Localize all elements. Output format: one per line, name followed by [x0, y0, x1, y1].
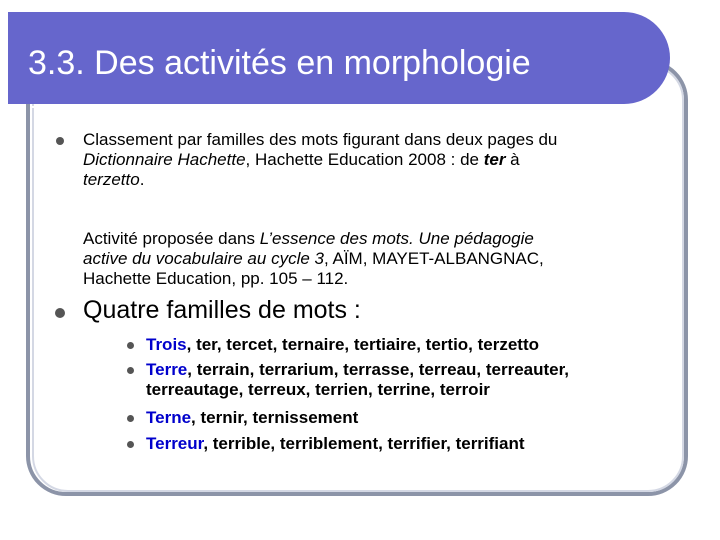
activity-line-1: Activité proposée dans L’essence des mots. Une pédagogie [83, 229, 534, 248]
family-head: Terre [146, 360, 188, 379]
activity-text [83, 229, 544, 289]
title-bar [8, 12, 670, 104]
title-underline [32, 106, 644, 108]
bullet-dot [56, 137, 64, 145]
bullet-source-text [83, 130, 557, 190]
sub-bullet-dot [127, 367, 134, 374]
slide-title: 3.3. Des activités en morphologie [28, 44, 531, 82]
family-terre: Terre, terrain, terrarium, terrasse, terreau, terreauter, terreautage, terreux, terrien, terrine, terroir [146, 360, 570, 399]
family-trois: Trois, ter, tercet, ternaire, tertiaire, tertio, terzetto [146, 335, 540, 354]
source-line-3: terzetto. [83, 170, 145, 189]
source-line-1: Classement par familles des mots figurant dans deux pages du [83, 130, 558, 149]
family-terne: Terne, ternir, ternissement [146, 408, 359, 427]
sub-bullet-dot [127, 342, 134, 349]
bullet-dot [55, 308, 65, 318]
dictionary-title: Dictionnaire Hachette [83, 150, 246, 169]
source-line-2: Dictionnaire Hachette, Hachette Education 2008 : de ter à [83, 150, 520, 169]
book-title-part-1: L’essence des mots. Une pédagogie [259, 229, 534, 248]
family-terreur: Terreur, terrible, terriblement, terrifier, terrifiant [146, 434, 525, 453]
word-ter: ter [483, 150, 506, 169]
activity-line-2: active du vocabulaire au cycle 3, AÏM, MAYET-ALBANGNAC, [83, 249, 544, 268]
family-head: Trois [146, 335, 187, 354]
family-head: Terne [146, 408, 192, 427]
families-heading: Quatre familles de mots : [83, 296, 361, 324]
sub-bullet-dot [127, 415, 134, 422]
family-head: Terreur [146, 434, 204, 453]
sub-bullet-dot [127, 441, 134, 448]
activity-line-3: Hachette Education, pp. 105 – 112. [83, 269, 349, 288]
word-terzetto: terzetto [83, 170, 140, 189]
book-title-part-2: active du vocabulaire au cycle 3 [83, 249, 324, 268]
